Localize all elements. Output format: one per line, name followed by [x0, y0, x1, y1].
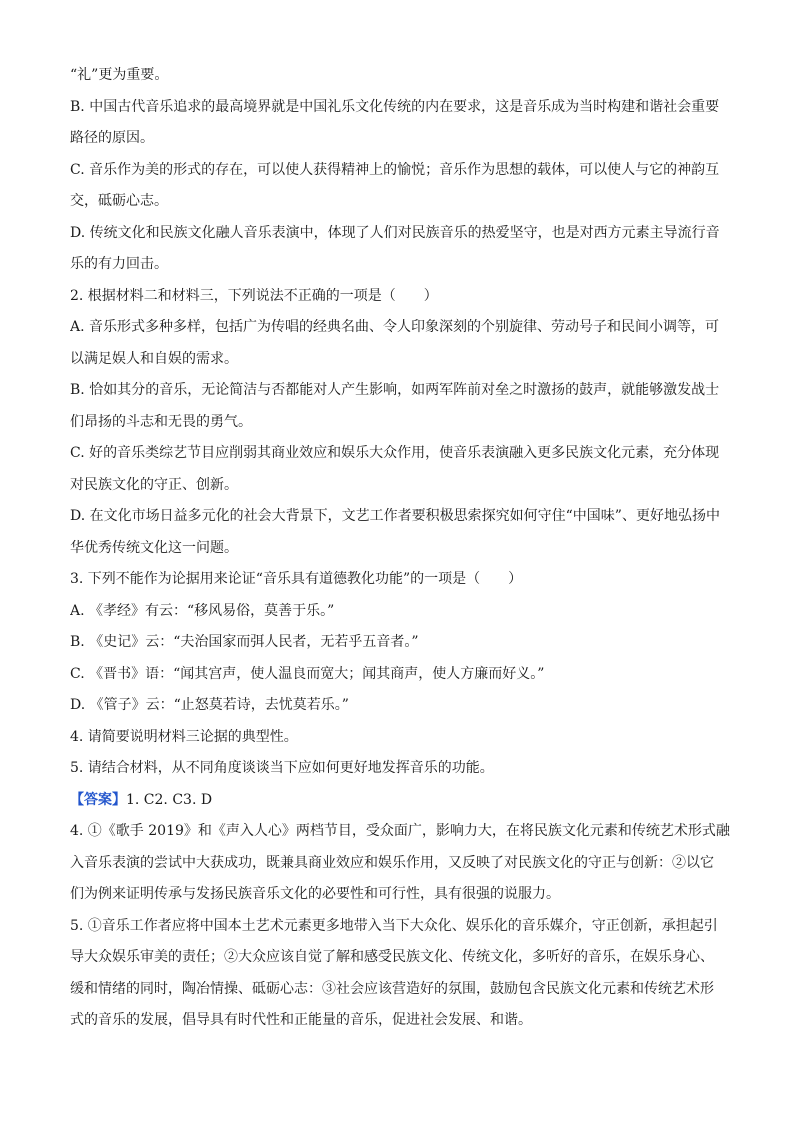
text-line: 们昂扬的斗志和无畏的勇气。 — [70, 413, 252, 430]
text-line: 导大众娱乐审美的责任；②大众应该自觉了解和感受民族文化、传统文化，多听好的音乐，在娱乐身心、 — [70, 949, 714, 965]
option-c: C. 音乐作为美的形式的存在，可以使人获得精神上的愉悦；音乐作为思想的载体，可以使人与它的神韵互 — [70, 161, 720, 178]
option-d: D. 传统文化和民族文化融人音乐表演中，体现了人们对民族音乐的热爱坚守，也是对西方元素主导流行音 — [70, 224, 720, 241]
answer-label: 【答案】 — [70, 791, 126, 808]
option-c: C. 《晋书》语：“闻其宫声，使人温良而宽大；闻其商声，使人方廉而好义。” — [70, 665, 545, 682]
option-b: B. 恰如其分的音乐，无论简洁与否都能对人产生影响，如两军阵前对垒之时激扬的鼓声，就能够激发战士 — [70, 382, 720, 398]
option-d: D. 在文化市场日益多元化的社会大背景下，文艺工作者要积极思索探究如何守住“中国味”、更好地弘扬中 — [70, 508, 720, 524]
question-4: 4. 请简要说明材料三论据的典型性。 — [70, 728, 298, 745]
text-line: 乐的有力回击。 — [70, 256, 168, 272]
option-b: B. 中国古代音乐追求的最高境界就是中国礼乐文化传统的内在要求，这是音乐成为当时构建和谐社会重要 — [70, 98, 720, 115]
option-a: A. 《孝经》有云：“移风易俗，莫善于乐。” — [70, 602, 335, 619]
text-line: 对民族文化的守正、创新。 — [70, 476, 238, 493]
question-5: 5. 请结合材料，从不同角度谈谈当下应如何更好地发挥音乐的功能。 — [70, 760, 494, 776]
text-line: 交，砥砺心志。 — [70, 193, 168, 209]
text-line: 们为例来证明传承与发扬民族音乐文化的必要性和可行性，具有很强的说服力。 — [70, 886, 560, 902]
option-c: C. 好的音乐类综艺节目应削弱其商业效应和娱乐大众作用，使音乐表演融入更多民族文化元素，充分体现 — [70, 445, 720, 461]
answer-4: 4. ①《歌手 2019》和《声入人心》两档节目，受众面广，影响力大，在将民族文化元素和传统艺术形式融 — [70, 823, 730, 839]
text-line: 入音乐表演的尝试中大获成功，既兼具商业效应和娱乐作用，又反映了对民族文化的守正与创新：②以它 — [70, 854, 714, 871]
answer-line — [70, 785, 730, 817]
answer-text: 1. C2. C3. D — [126, 791, 213, 808]
option-d: D. 《管子》云：“止怒莫若诗，去忧莫若乐。” — [70, 697, 349, 713]
question-2: 2. 根据材料二和材料三，下列说法不正确的一项是（ ） — [70, 287, 438, 304]
document-page — [70, 60, 730, 1037]
text-line: 华优秀传统文化这一问题。 — [70, 539, 238, 556]
text-line: 式的音乐的发展，倡导具有时代性和正能量的音乐，促进社会发展、和谐。 — [70, 1012, 532, 1028]
answer-5: 5. ①音乐工作者应将中国本土艺术元素更多地带入当下大众化、娱乐化的音乐媒介，守正创新，承担起引 — [70, 917, 718, 934]
text-line: “礼”更为重要。 — [70, 67, 169, 83]
text-line: 以满足娱人和自娱的需求。 — [70, 350, 238, 367]
option-a: A. 音乐形式多种多样，包括广为传唱的经典名曲、令人印象深刻的个别旋律、劳动号子和民间小调等，可 — [70, 319, 720, 335]
question-3: 3. 下列不能作为论据用来论证“音乐具有道德教化功能”的一项是（ ） — [70, 571, 523, 587]
option-b: B. 《史记》云：“夫治国家而弭人民者，无若乎五音者。” — [70, 634, 419, 650]
text-line: 缓和情绪的同时，陶冶情操、砥砺心志：③社会应该营造好的氛围，鼓励包含民族文化元素和传统艺术形 — [70, 980, 714, 997]
text-line: 路径的原因。 — [70, 130, 154, 146]
